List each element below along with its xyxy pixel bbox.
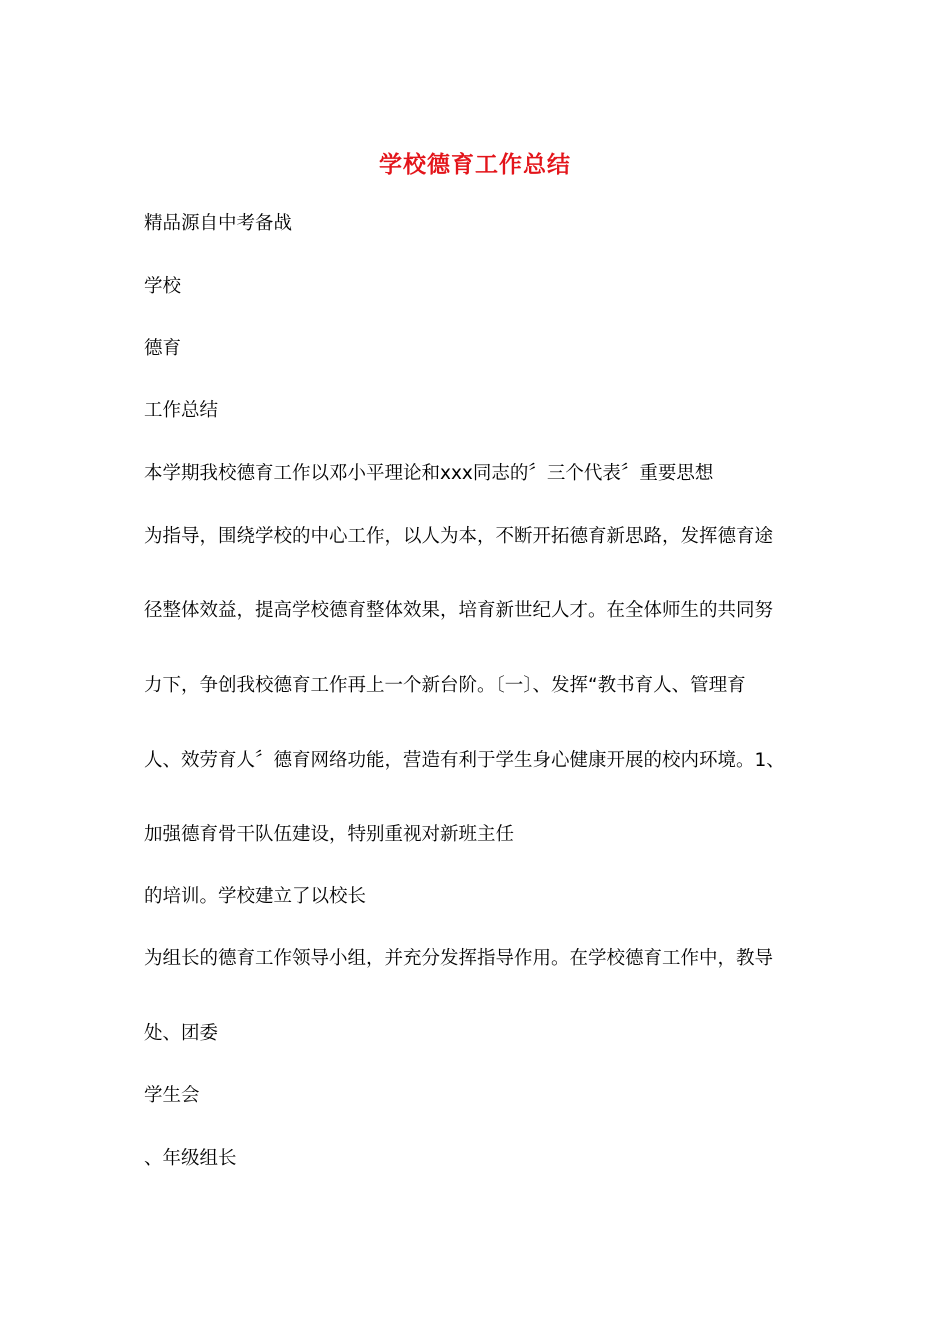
text-line: 径整体效益，提高学校德育整体效果，培育新世纪人才。在全体师生的共同努 xyxy=(144,600,774,621)
document-title: 学校德育工作总结 xyxy=(379,151,571,178)
text-line: 学校 xyxy=(144,276,182,297)
text-line: 为组长的德育工作领导小组，并充分发挥指导作用。在学校德育工作中，教导 xyxy=(144,948,774,969)
text-line: 学生会 xyxy=(144,1085,200,1106)
text-line: 本学期我校德育工作以邓小平理论和xxx同志的〞三个代表〞重要思想 xyxy=(144,463,714,484)
text-line: 力下，争创我校德育工作再上一个新台阶。〔一〕、发挥“教书育人、管理育 xyxy=(144,675,746,696)
text-line: 处、团委 xyxy=(144,1023,219,1044)
text-line: 德育 xyxy=(144,338,182,359)
text-line: 、年级组长 xyxy=(144,1148,237,1169)
text-line: 加强德育骨干队伍建设，特别重视对新班主任 xyxy=(144,824,515,845)
text-line: 精品源自中考备战 xyxy=(144,213,293,234)
text-line: 人、效劳育人〞德育网络功能，营造有利于学生身心健康开展的校内环境。1、 xyxy=(144,750,785,771)
text-line: 的培训。学校建立了以校长 xyxy=(144,886,367,907)
text-line: 工作总结 xyxy=(144,400,219,421)
text-line: 为指导，围绕学校的中心工作，以人为本，不断开拓德育新思路，发挥德育途 xyxy=(144,526,774,547)
